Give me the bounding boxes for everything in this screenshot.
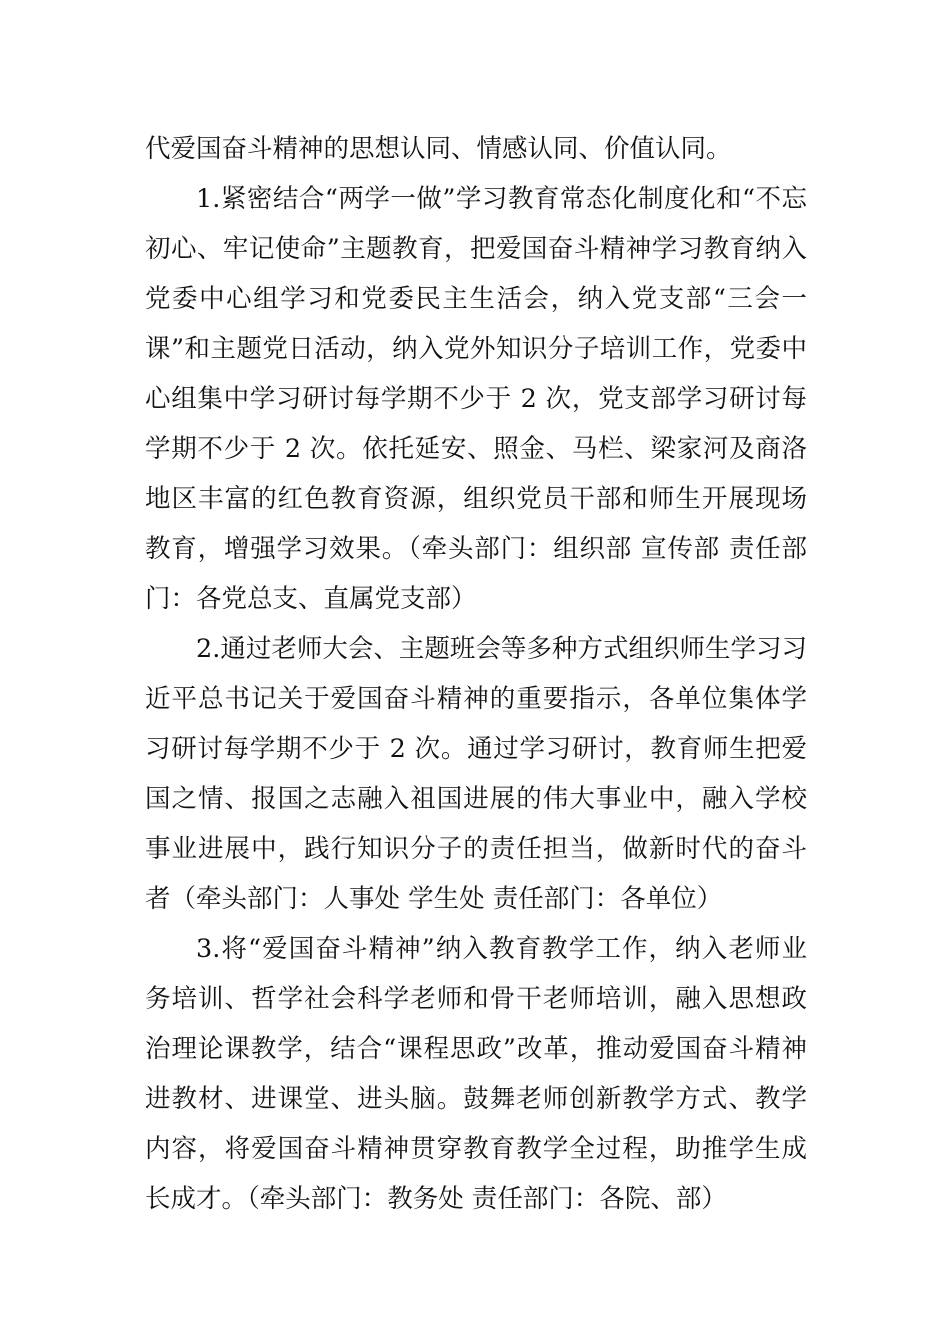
paragraph-item-3: 3.将“爱国奋斗精神”纳入教育教学工作，纳入老师业务培训、哲学社会科学老师和骨干老师培训，融入思想政治理论课教学，结合“课程思政”改革，推动爱国奋斗精神进教材、进课堂、进头脑。鼓舞老师创新教学方式、教学内容，将爱国奋斗精神贯穿教育教学全过程，助推学生成长成才。（牵头部门：教务处 责任部门：各院、部） <box>145 934 807 1214</box>
paragraph-continuation: 代爱国奋斗精神的思想认同、情感认同、价值认同。 <box>145 134 732 164</box>
document-body <box>145 124 807 1224</box>
paragraph-item-2: 2.通过老师大会、主题班会等多种方式组织师生学习习近平总书记关于爱国奋斗精神的重要指示，各单位集体学习研讨每学期不少于 2 次。通过学习研讨，教育师生把爱国之情、报国之志融入祖国进展的伟大事业中，融入学校事业进展中，践行知识分子的责任担当，做新时代的奋斗者（牵头部门：人事处 学生处 责任部门：各单位） <box>145 634 807 914</box>
paragraph-item-1: 1.紧密结合“两学一做”学习教育常态化制度化和“不忘初心、牢记使命”主题教育，把爱国奋斗精神学习教育纳入党委中心组学习和党委民主生活会，纳入党支部“三会一课”和主题党日活动，纳入党外知识分子培训工作，党委中心组集中学习研讨每学期不少于 2 次，党支部学习研讨每学期不少于 2 次。依托延安、照金、马栏、梁家河及商洛地区丰富的红色教育资源，组织党员干部和师生开展现场教育，增强学习效果。（牵头部门：组织部 宣传部 责任部门：各党总支、直属党支部） <box>145 184 807 614</box>
